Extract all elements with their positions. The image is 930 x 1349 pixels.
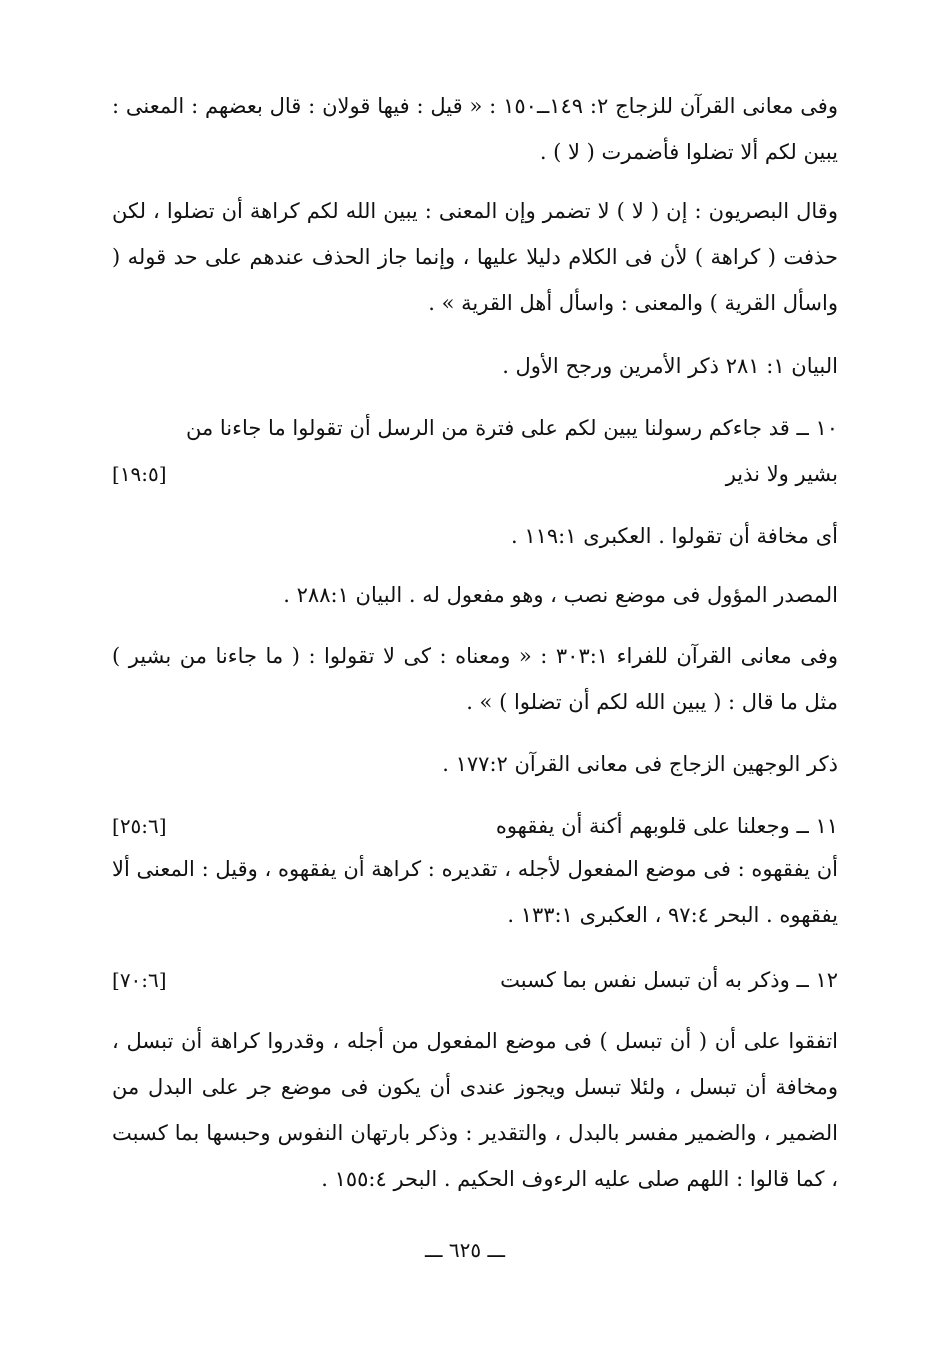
verse-12-reference: [٧٠:٦] xyxy=(112,968,167,992)
verse-10-text: بشير ولا نذير xyxy=(725,462,838,486)
verse-11-line xyxy=(112,803,838,849)
verse-10-line-1: ١٠ ــ قد جاءكم رسولنا يبين لكم على فترة من الرسل أن تقولوا ما جاءنا من xyxy=(185,416,838,440)
paragraph-masdar-note: المصدر المؤول فى موضع نصب ، وهو مفعول له . البيان ٢٨٨:١ . xyxy=(283,583,838,607)
verse-10-line-2 xyxy=(112,451,838,497)
paragraph-akbari-note: أى مخافة أن تقولوا . العكبرى ١١٩:١ . xyxy=(510,524,838,548)
paragraph-farra-quote: وفى معانى القرآن للفراء ٣٠٣:١ : « ومعناه : كى لا تقولوا : ( ما جاءنا من بشير ) مثل ما قال : ( يبين الله لكم أن تضلوا ) » . xyxy=(112,644,838,714)
page-number: ـــ ٦٢٥ ـــ xyxy=(424,1238,506,1262)
paragraph-tubsal: اتفقوا على أن ( أن تبسل ) فى موضع المفعول من أجله ، وقدروا كراهة أن تبسل ، ومخافة أن تبسل ، ولئلا تبسل ويجوز عندى أن يكون فى موضع جر على البدل من الضمير ، والضمير مفسر بالبدل ، والتقدير : وذكر بارتهان النفوس وحبسها بما كسبت ، كما قالوا : اللهم صلى عليه الرءوف الحكيم . البحر ١٥٥:٤ . xyxy=(112,1029,838,1191)
paragraph-basriyyun: وقال البصريون : إن ( لا ) لا تضمر وإن المعنى : يبين الله لكم كراهة أن تضلوا ، لكن حذفت ( كراهة ) لأن فى الكلام دليلا عليها ، وإنما جاز الحذف عندهم على حد قوله ( واسأل القرية ) والمعنى : واسأل أهل القرية » . xyxy=(112,199,838,315)
verse-12-text: ١٢ ــ وذكر به أن تبسل نفس بما كسبت xyxy=(500,968,838,992)
paragraph-bayan-note: البيان ١: ٢٨١ ذكر الأمرين ورجح الأول . xyxy=(502,354,838,378)
verse-10-reference: [١٩:٥] xyxy=(112,462,167,486)
paragraph-two-aspects: ذكر الوجهين الزجاج فى معانى القرآن ١٧٧:٢ . xyxy=(442,752,838,776)
verse-11-reference: [٢٥:٦] xyxy=(112,814,167,838)
paragraph-yafqahuhu: أن يفقهوه : فى موضع المفعول لأجله ، تقديره : كراهة أن يفقهوه ، وقيل : المعنى ألا يفقهوه . البحر ٩٧:٤ ، العكبرى ١٣٣:١ . xyxy=(112,857,838,927)
paragraph-zajjaj-quote: وفى معانى القرآن للزجاج ٢: ١٤٩ــ١٥٠ : « قيل : فيها قولان : قال بعضهم : المعنى : يبين لكم ألا تضلوا فأضمرت ( لا ) . xyxy=(112,94,838,164)
verse-12-line xyxy=(112,957,838,1003)
verse-11-text: ١١ ــ وجعلنا على قلوبهم أكنة أن يفقهوه xyxy=(495,814,838,838)
